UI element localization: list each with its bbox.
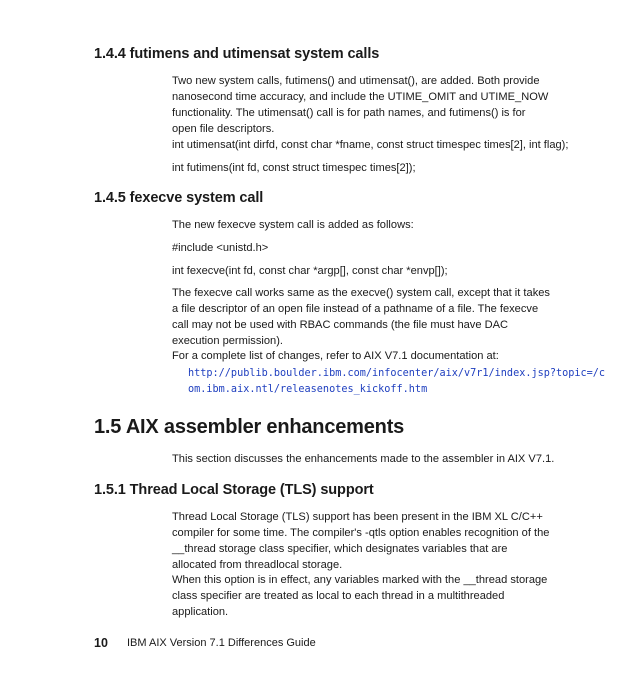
paragraph-fexecve-prototype: int fexecve(int fd, const char *argp[], const char *envp[]);	[172, 265, 448, 277]
paragraph-assembler-intro: This section discusses the enhancements made to the assembler in AIX V7.1.	[172, 453, 555, 465]
paragraph-fexecve-intro: The new fexecve system call is added as follows:	[172, 219, 414, 231]
paragraph-changes-reference: For a complete list of changes, refer to AIX V7.1 documentation at:	[172, 350, 499, 362]
documentation-url-line-1[interactable]: http://publib.boulder.ibm.com/infocenter/aix/v7r1/index.jsp?topic=/c	[188, 368, 606, 379]
paragraph-futimens-intro: Two new system calls, futimens() and utimensat(), are added. Both provide nanosecond time accuracy, and include the UTIME_OMIT and UTIME_NOW functionality. The utimensat() call is for path names, and futimens() is for open file descriptors.	[172, 75, 549, 135]
paragraph-fexecve-description: The fexecve call works same as the execve() system call, except that it takes a file descriptor of an open file instead of a pathname of a file. The fexecve call may not be used with RBAC commands (the file must have DAC execution permission).	[172, 287, 550, 347]
paragraph-tls-effect: When this option is in effect, any variables marked with the __thread storage class specifier are treated as local to each thread in a multithreaded application.	[172, 574, 548, 618]
page-number: 10	[94, 636, 108, 650]
section-heading-1-5-1: 1.5.1 Thread Local Storage (TLS) support	[94, 482, 374, 498]
footer-book-title: IBM AIX Version 7.1 Differences Guide	[127, 637, 316, 649]
paragraph-futimens-prototype: int futimens(int fd, const struct timespec times[2]);	[172, 162, 416, 174]
section-heading-1-4-4: 1.4.4 futimens and utimensat system calls	[94, 46, 380, 62]
paragraph-include-unistd: #include <unistd.h>	[172, 242, 269, 254]
paragraph-utimensat-prototype: int utimensat(int dirfd, const char *fname, const struct timespec times[2], int flag);	[172, 139, 569, 151]
paragraph-tls-intro: Thread Local Storage (TLS) support has been present in the IBM XL C/C++ compiler for some time. The compiler's -qtls option enables recognition of the __thread storage class specifier, which designates variables that are allocated from threadlocal storage.	[172, 511, 550, 571]
documentation-url-line-2[interactable]: om.ibm.aix.ntl/releasenotes_kickoff.htm	[188, 384, 428, 395]
section-heading-1-4-5: 1.4.5 fexecve system call	[94, 190, 264, 206]
section-heading-1-5: 1.5 AIX assembler enhancements	[94, 416, 405, 438]
